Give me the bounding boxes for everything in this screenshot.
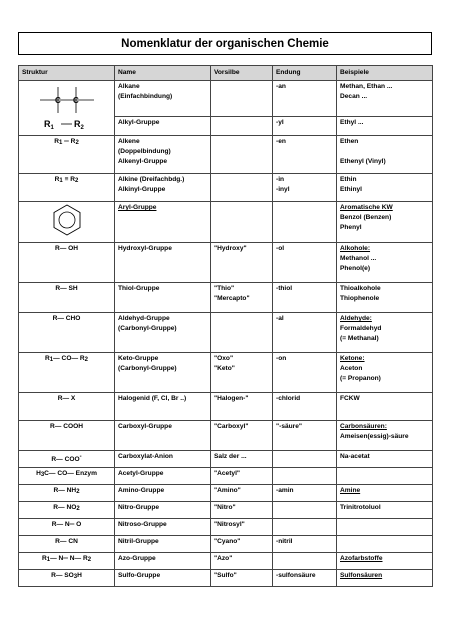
name-carboxyl: Carboxyl-Gruppe <box>115 421 211 451</box>
name-azo: Azo-Gruppe <box>115 553 211 570</box>
suffix-thiol: -thiol <box>273 283 337 313</box>
structure-halogen: R— X <box>19 393 115 421</box>
suffix-nitrile: -nitril <box>273 536 337 553</box>
table-row-alkene <box>19 136 433 174</box>
table-row-carboxylate <box>19 451 433 468</box>
svg-text:R1: $R_1$ <box>44 119 54 130</box>
structure-nitrile: R— CN <box>19 536 115 553</box>
suffix-alkane: -an <box>273 81 337 117</box>
prefix-acetyl: "Acetyl" <box>211 468 273 485</box>
prefix-alkyne <box>211 174 273 202</box>
suffix-alkene: -en <box>273 136 337 174</box>
structure-amino: R— NH2 <box>19 485 115 502</box>
examples-keto: Ketone: Aceton (= Propanon) <box>337 353 433 393</box>
examples-halogen: FCKW <box>337 393 433 421</box>
table-row-halogen <box>19 393 433 421</box>
structure-hydroxyl: R— OH <box>19 243 115 283</box>
structure-nitro: R— NO2 <box>19 502 115 519</box>
suffix-nitroso <box>273 519 337 536</box>
suffix-carboxyl: "-säure" <box>273 421 337 451</box>
prefix-hydroxyl: "Hydroxy" <box>211 243 273 283</box>
table-row-hydroxyl <box>19 243 433 283</box>
examples-aldehyde: Aldehyde: Formaldehyd (= Methanal) <box>337 313 433 353</box>
table-row-amino <box>19 485 433 502</box>
prefix-keto: "Oxo" "Keto" <box>211 353 273 393</box>
prefix-sulfo: "Sulfo" <box>211 570 273 587</box>
name-alkyne: Alkine (Dreifachbdg.) Alkinyl-Gruppe <box>115 174 211 202</box>
examples-alkyne: Ethin Ethinyl <box>337 174 433 202</box>
structure-carboxyl: R— COOH <box>19 421 115 451</box>
table-row-keto <box>19 353 433 393</box>
table-row-nitro <box>19 502 433 519</box>
name-thiol: Thiol-Gruppe <box>115 283 211 313</box>
structure-alkene: R1 ═ R2 <box>19 136 115 174</box>
prefix-azo: "Azo" <box>211 553 273 570</box>
suffix-aldehyde: -al <box>273 313 337 353</box>
prefix-carboxyl: "Carboxyl" <box>211 421 273 451</box>
header-examples: Beispiele <box>337 66 433 81</box>
structure-carboxylate: R— COO- <box>19 451 115 468</box>
table-row-thiol <box>19 283 433 313</box>
suffix-hydroxyl: -ol <box>273 243 337 283</box>
structure-sulfo: R— SO3H <box>19 570 115 587</box>
structure-azo: R1— N═ N— R2 <box>19 553 115 570</box>
benzene-ring-icon <box>52 203 82 237</box>
examples-alkyl: Ethyl ... <box>337 116 433 135</box>
suffix-nitro <box>273 502 337 519</box>
examples-azo: Azofarbstoffe <box>337 553 433 570</box>
prefix-nitrile: "Cyano" <box>211 536 273 553</box>
prefix-thiol: "Thio" "Mercapto" <box>211 283 273 313</box>
name-halogen: Halogenid (F, Cl, Br ..) <box>115 393 211 421</box>
examples-amino: Amine <box>337 485 433 502</box>
examples-acetyl <box>337 468 433 485</box>
examples-thiol: Thioalkohole Thiophenole <box>337 283 433 313</box>
suffix-acetyl <box>273 468 337 485</box>
table-row-azo <box>19 553 433 570</box>
svg-text:C: C <box>73 96 79 105</box>
examples-nitroso <box>337 519 433 536</box>
suffix-sulfo: -sulfonsäure <box>273 570 337 587</box>
table-row-sulfo <box>19 570 433 587</box>
name-alkane: Alkane (Einfachbindung) <box>115 81 211 117</box>
examples-sulfo: Sulfonsäuren <box>337 570 433 587</box>
examples-aryl: Aromatische KW Benzol (Benzen) Phenyl <box>337 202 433 243</box>
suffix-alkyl: -yl <box>273 116 337 135</box>
svg-text:R2: $R_2$ <box>74 119 84 130</box>
prefix-amino: "Amino" <box>211 485 273 502</box>
table-row-nitrile <box>19 536 433 553</box>
name-alkene: Alkene (Doppelbindung) Alkenyl-Gruppe <box>115 136 211 174</box>
header-prefix: Vorsilbe <box>211 66 273 81</box>
alkane-structure-drawing <box>22 82 112 130</box>
table-header-row <box>19 66 433 81</box>
title-box <box>18 32 432 55</box>
structure-nitroso: R— N═ O <box>19 519 115 536</box>
name-carboxylate: Carboxylat-Anion <box>115 451 211 468</box>
prefix-nitroso: "Nitrosyl" <box>211 519 273 536</box>
header-name: Name <box>115 66 211 81</box>
prefix-halogen: "Halogen-" <box>211 393 273 421</box>
suffix-halogen: -chlorid <box>273 393 337 421</box>
examples-hydroxyl: Alkohole: Methanol ... Phenol(e) <box>337 243 433 283</box>
name-alkyl: Alkyl-Gruppe <box>115 116 211 135</box>
prefix-alkane <box>211 81 273 117</box>
examples-alkane: Methan, Ethan ... Decan ... <box>337 81 433 117</box>
name-aryl: Aryl-Gruppe <box>115 202 211 243</box>
name-keto: Keto-Gruppe (Carbonyl-Gruppe) <box>115 353 211 393</box>
table-row-alkyne <box>19 174 433 202</box>
examples-nitrile <box>337 536 433 553</box>
table-row-aryl <box>19 202 433 243</box>
structure-aldehyde: R— CHO <box>19 313 115 353</box>
structure-aryl <box>19 202 115 243</box>
prefix-alkyl <box>211 116 273 135</box>
table-row-nitroso <box>19 519 433 536</box>
examples-nitro: Trinitrotoluol <box>337 502 433 519</box>
examples-carboxylate: Na-acetat <box>337 451 433 468</box>
page-title: Nomenklatur der organischen Chemie <box>121 37 329 50</box>
table-row-aldehyde <box>19 313 433 353</box>
suffix-azo <box>273 553 337 570</box>
name-aldehyde: Aldehyd-Gruppe (Carbonyl-Gruppe) <box>115 313 211 353</box>
prefix-carboxylate: Salz der ... <box>211 451 273 468</box>
name-sulfo: Sulfo-Gruppe <box>115 570 211 587</box>
header-suffix: Endung <box>273 66 337 81</box>
structure-thiol: R— SH <box>19 283 115 313</box>
table-row-alkane <box>19 81 433 117</box>
name-nitro: Nitro-Gruppe <box>115 502 211 519</box>
name-amino: Amino-Gruppe <box>115 485 211 502</box>
suffix-carboxylate <box>273 451 337 468</box>
prefix-aldehyde <box>211 313 273 353</box>
examples-alkene: Ethen Ethenyl (Vinyl) <box>337 136 433 174</box>
nomenclature-table <box>18 65 433 587</box>
structure-alkane <box>19 81 115 136</box>
name-hydroxyl: Hydroxyl-Gruppe <box>115 243 211 283</box>
name-nitrile: Nitril-Gruppe <box>115 536 211 553</box>
structure-acetyl: H3C— CO— Enzym <box>19 468 115 485</box>
table-row-acetyl <box>19 468 433 485</box>
suffix-keto: -on <box>273 353 337 393</box>
suffix-amino: -amin <box>273 485 337 502</box>
prefix-aryl <box>211 202 273 243</box>
header-structure: Struktur <box>19 66 115 81</box>
prefix-alkene <box>211 136 273 174</box>
suffix-alkyne: -in -inyl <box>273 174 337 202</box>
prefix-nitro: "Nitro" <box>211 502 273 519</box>
structure-keto: R1— CO— R2 <box>19 353 115 393</box>
examples-carboxyl: Carbonsäuren: Ameisen(essig)-säure <box>337 421 433 451</box>
table-row-carboxyl <box>19 421 433 451</box>
name-nitroso: Nitroso-Gruppe <box>115 519 211 536</box>
svg-text:C: C <box>55 96 61 105</box>
name-acetyl: Acetyl-Gruppe <box>115 468 211 485</box>
suffix-aryl <box>273 202 337 243</box>
structure-alkyne: R1 ≡ R2 <box>19 174 115 202</box>
